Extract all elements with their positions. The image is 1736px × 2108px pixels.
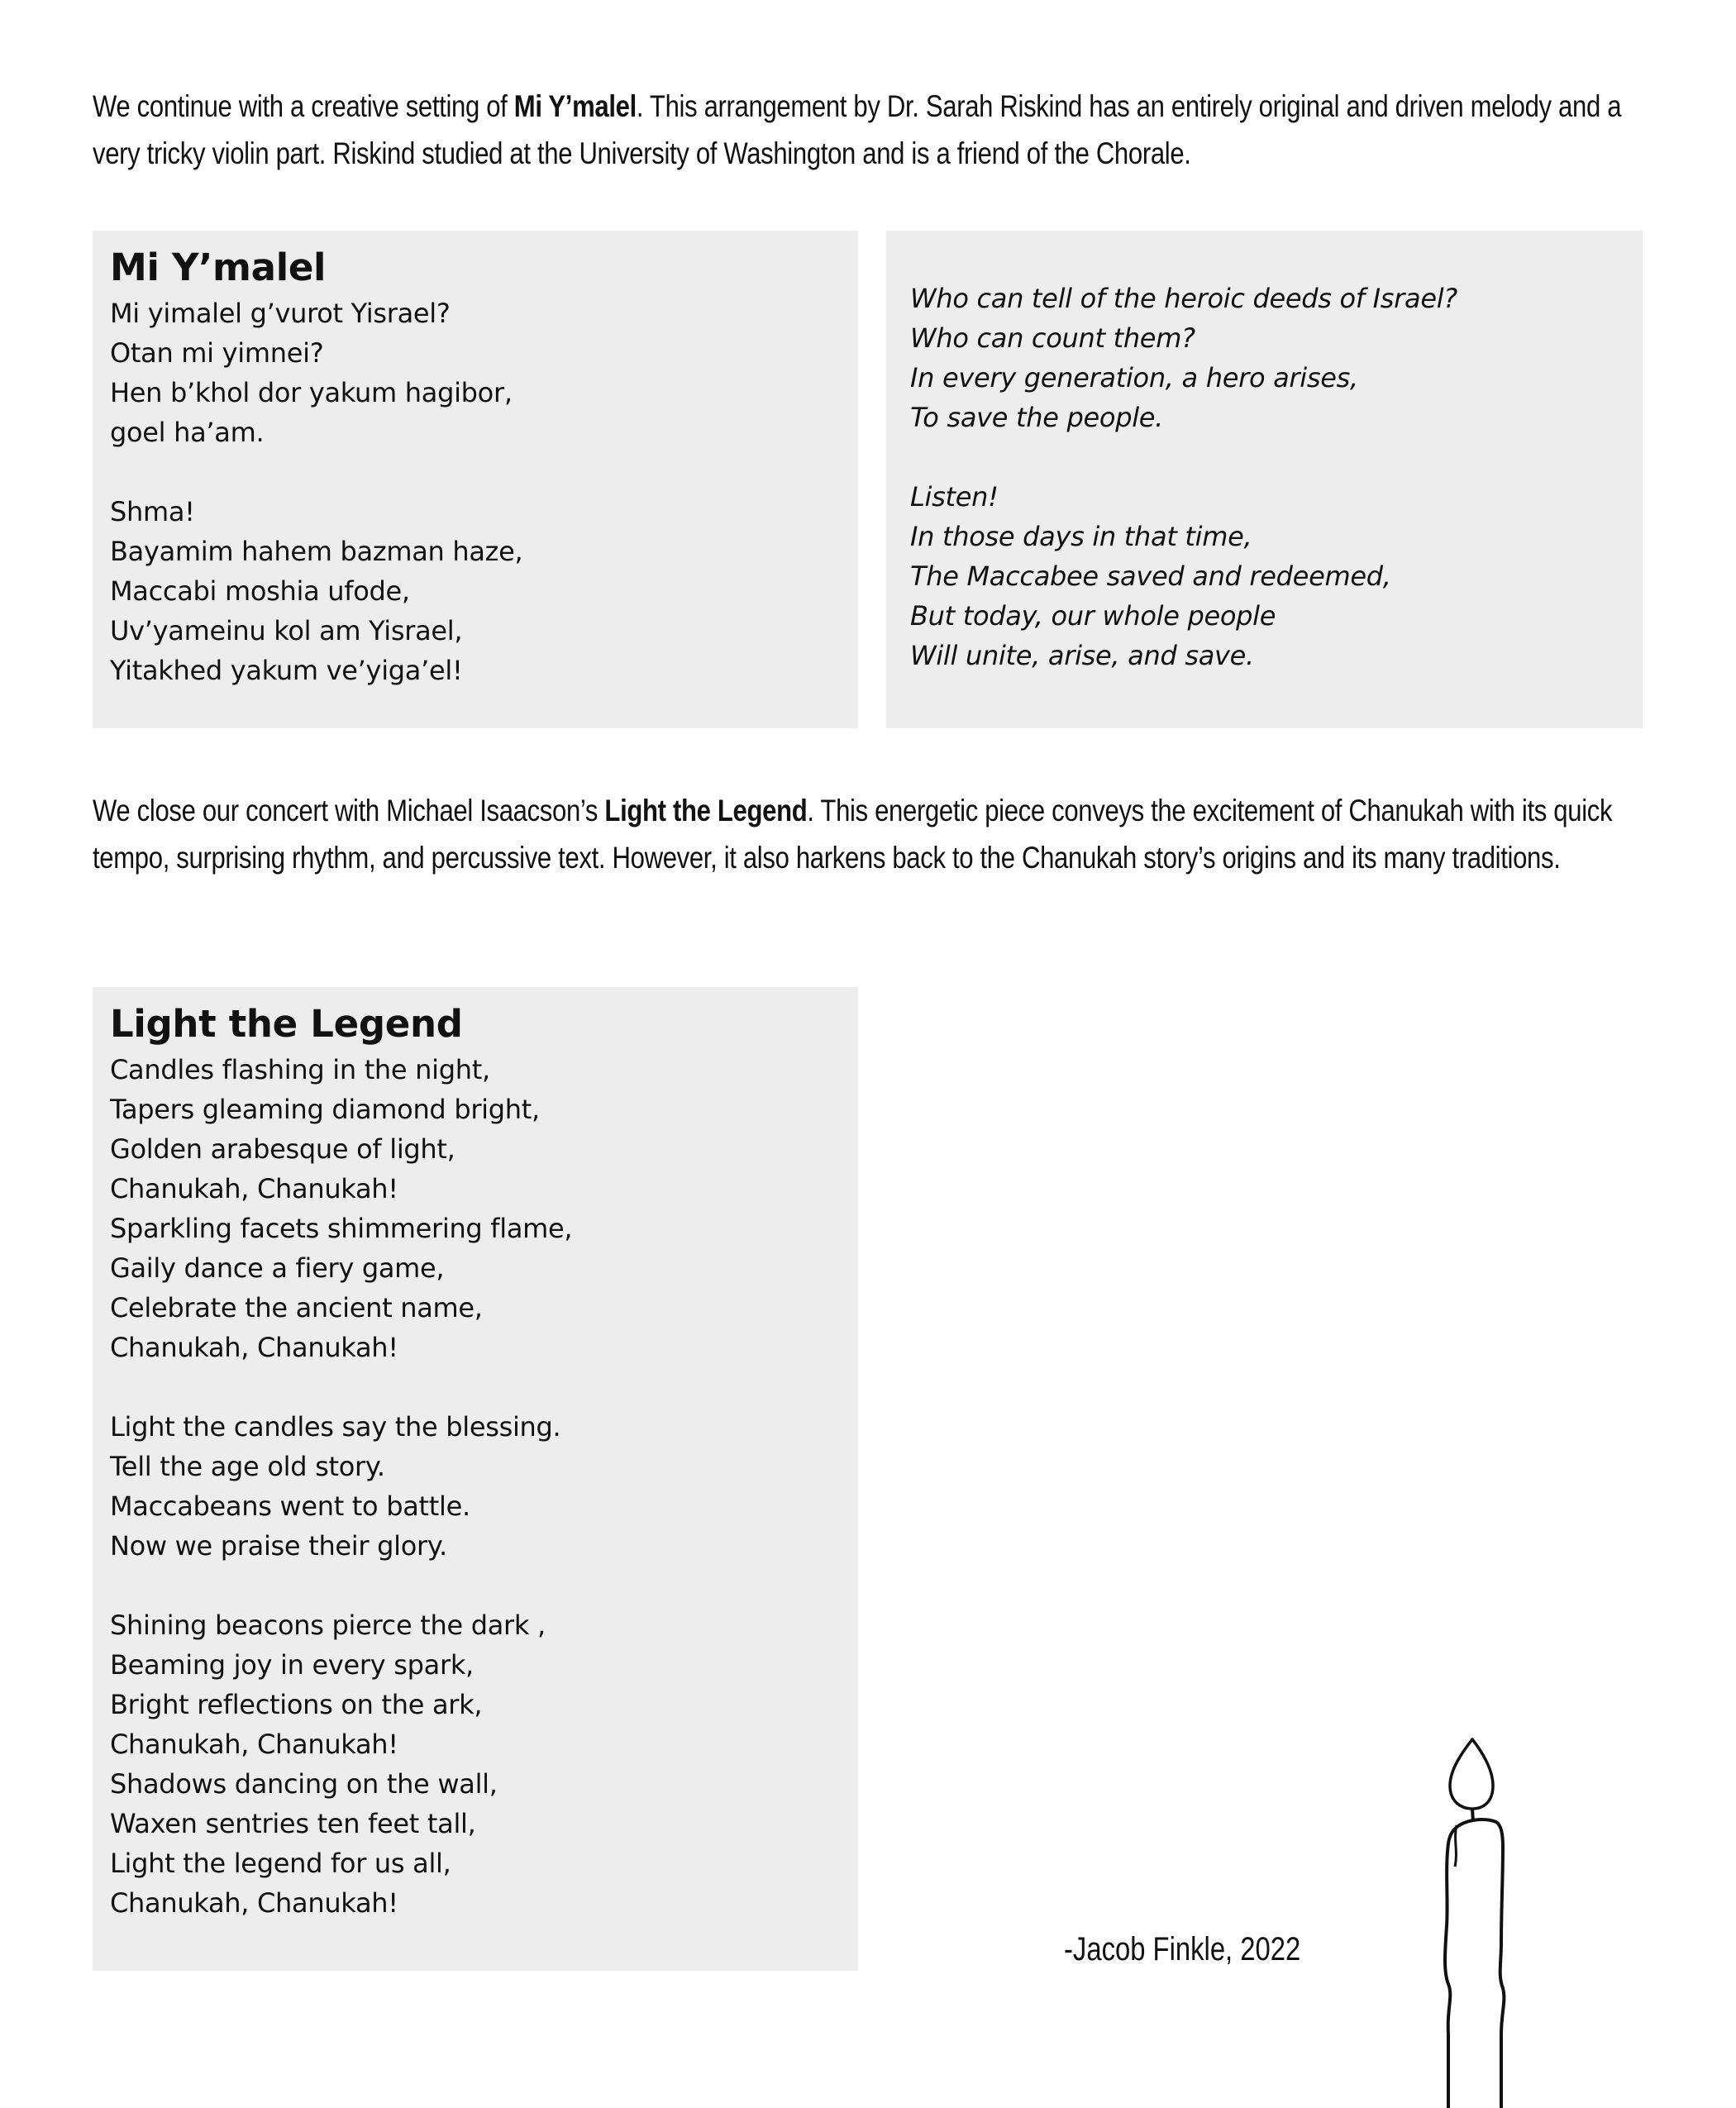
lyrics-english-translation: Who can tell of the heroic deeds of Israel? Who can count them? In every generation, a hero arises, To save the people. Listen! In those days in that time, The Maccabee saved and redeemed, But today, our whole people Will unite, arise, and save. <box>910 283 1457 671</box>
candle-flame <box>1450 1739 1493 1809</box>
candle-drip <box>1455 1825 1457 1867</box>
lyrics-box-light-the-legend <box>93 987 858 1971</box>
candle-icon <box>1438 1736 1538 2108</box>
intro-text-after: . This arrangement by Dr. Sarah Riskind has an entirely original and driven melody and a very tricky violin part. Riskind studied at the University of Washington and is a friend of the Chorale. <box>93 89 1622 170</box>
intro-piece-title: Light the Legend <box>604 794 808 827</box>
candle-body <box>1445 1819 1504 2108</box>
intro-paragraph-mi-ymalel <box>93 83 1648 177</box>
intro-paragraph-light-the-legend <box>93 787 1648 881</box>
lyrics-box-title: Light the Legend <box>110 1002 463 1046</box>
lyrics-hebrew-transliteration: Mi yimalel g’vurot Yisrael? Otan mi yimnei? Hen b’khol dor yakum hagibor, goel ha’am. Shma! Bayamim hahem bazman haze, Maccabi moshia ufode, Uv’yameinu kol am Yisrael, Yitakhed yakum ve’yiga’el! <box>110 298 523 686</box>
lyrics-box-title: Mi Y’malel <box>110 246 327 289</box>
intro-text-before: We continue with a creative setting of <box>93 89 514 123</box>
intro-text-before: We close our concert with Michael Isaacson’s <box>93 794 605 827</box>
lyrics-light-the-legend: Candles flashing in the night, Tapers gleaming diamond bright, Golden arabesque of light, Chanukah, Chanukah! Sparkling facets shimmering flame, Gaily dance a fiery game, Celebrate the ancient name, Chanukah, Chanukah! Light the candles say the blessing. Tell the age old story. Maccabeans went to battle. Now we praise their glory. Shining beacons pierce the dark , Beaming joy in every spark, Bright reflections on the ark, Chanukah, Chanukah! Shadows dancing on the wall, Waxen sentries ten feet tall, Light the legend for us all, Chanukah, Chanukah! <box>110 1054 573 1919</box>
intro-text-after: . This energetic piece conveys the excitement of Chanukah with its quick tempo, surprising rhythm, and percussive text. However, it also harkens back to the Chanukah story’s origins and its many traditions. <box>93 794 1613 875</box>
author-signature: -Jacob Finkle, 2022 <box>1064 1931 1301 1967</box>
lyrics-box-mi-ymalel-hebrew <box>93 231 858 728</box>
lyrics-box-mi-ymalel-translation <box>886 231 1643 728</box>
intro-piece-title: Mi Y’malel <box>513 89 637 123</box>
